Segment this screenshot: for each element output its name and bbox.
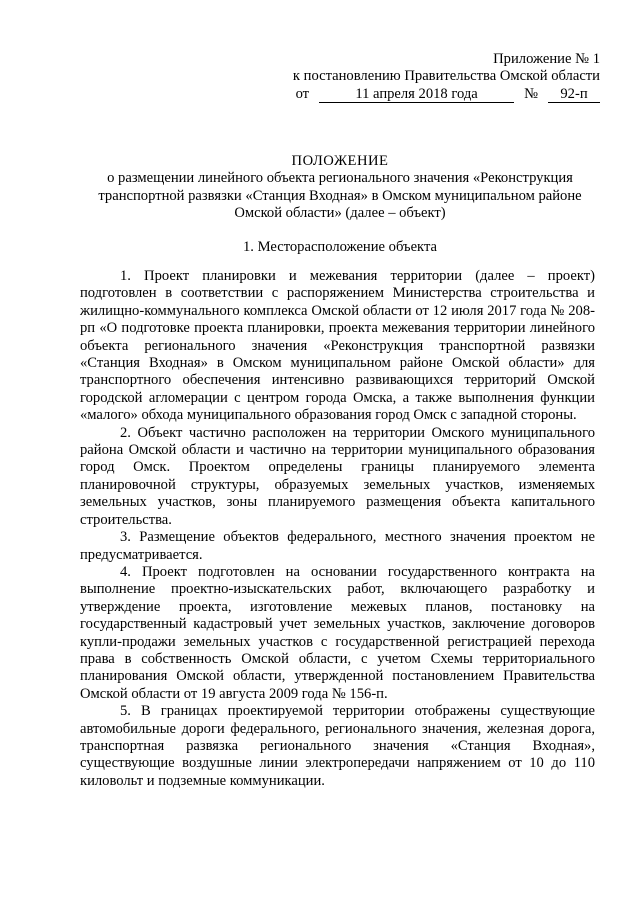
paragraph-3: 3. Размещение объектов федерального, местного значения проектом не предусматривается. — [80, 529, 595, 563]
appendix-reference: к постановлению Правительства Омской области — [292, 68, 600, 85]
paragraph-5: 5. В границах проектируемой территории отображены существующие автомобильные дороги федерального, регионального значения, железная дорога, транспортная развязка регионального значения «Станция Входная», существующие воздушные линии электропередачи напряжением от 10 до 110 киловольт и подземные коммуникации. — [80, 703, 595, 789]
title-line-2: транспортной развязки «Станция Входная» в Омском муниципальном районе — [98, 187, 582, 204]
appendix-date-line — [270, 86, 600, 103]
title-heading: ПОЛОЖЕНИЕ — [291, 153, 389, 169]
paragraph-1: 1. Проект планировки и межевания территории (далее – проект) подготовлен в соответствии с распоряжением Министерства строительства и жилищно-коммунального комплекса Омской области от 12 июля 2017 года № 208-рп «О подготовке проекта планировки, проекта межевания территории линейного объекта регионального значения «Реконструкция транспортной развязки «Станция Входная» в Омском муниципальном районе Омской области» для транспортного обеспечения интенсивно развивающихся территорий Омской городской агломерации с центром города Омска, а также выполнения функции «малого» обхода муниципального образования город Омск с западной стороны. — [80, 268, 595, 424]
document-title — [60, 153, 620, 223]
section-title: 1. Месторасположение объекта — [243, 239, 437, 255]
appendix-number: Приложение № 1 — [493, 51, 600, 67]
from-label: от — [295, 85, 310, 102]
resolution-date: 11 апреля 2018 года — [319, 87, 514, 103]
document-body — [80, 268, 595, 790]
paragraph-4: 4. Проект подготовлен на основании государственного контракта на выполнение проектно-изыскательских работ, включающего разработку и утверждение проекта, изготовление межевых планов, постановку на государственный кадастровый учет земельных участков, заключение договоров купли-продажи земельных участков с государственной регистрацией перехода права в собственность Омской области, с учетом Схемы территориального планирования Омской области, утвержденной постановлением Правительства Омской области от 19 августа 2009 года № 156-п. — [80, 563, 595, 702]
title-line-3: Омской области» (далее – объект) — [234, 205, 446, 222]
appendix-header — [270, 51, 600, 103]
paragraph-2: 2. Объект частично расположен на территории Омского муниципального района Омской области и частично на территории муниципального образования город Омск. Проектом определены границы планируемого элемента планировочной структуры, образуемых земельных участков, изменяемых земельных участков, зоны планируемого размещения объекта капитального строительства. — [80, 424, 595, 528]
number-label: № — [524, 85, 538, 102]
resolution-number: 92-п — [548, 87, 600, 103]
title-line-1: о размещении линейного объекта регионального значения «Реконструкция — [107, 170, 573, 187]
